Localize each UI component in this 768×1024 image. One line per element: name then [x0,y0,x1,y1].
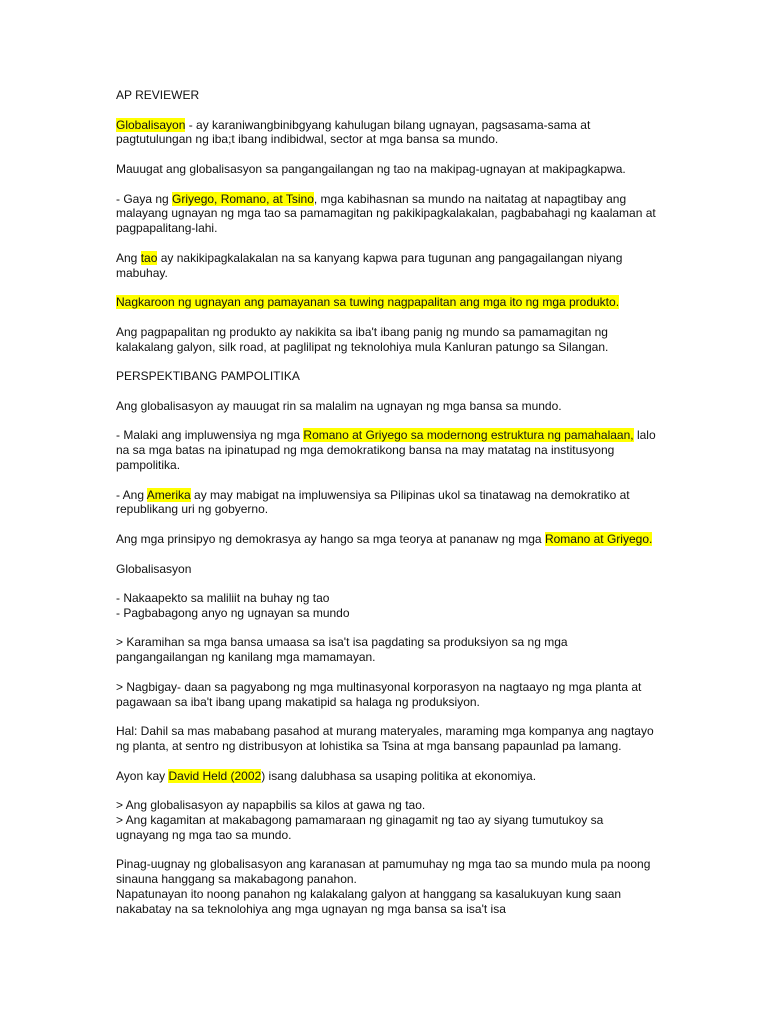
paragraph-text: , mga kabihasnan sa mundo na naitatag at napagtibay ang malayang ugnayan ng mga tao sa pamamagitan ng pakikipagkalakalan, pagbabahagi ng kaalaman at pagpapalitang-lahi. [116,191,656,236]
highlighted-term: Globalisayon [116,117,186,132]
document-title: AP REVIEWER [116,88,200,102]
list-item: - Nakaapekto sa maliliit na buhay ng tao [116,591,330,606]
highlighted-term: David Held (2002 [168,768,262,783]
paragraph-text: Ayon kay [116,768,169,783]
highlighted-term: Romano at Griyego. [544,531,653,546]
highlighted-term: tao [140,250,158,265]
highlighted-term: Amerika [146,487,191,502]
bullet-list-david-held [116,798,656,842]
paragraph-gaya-ng [116,192,656,236]
paragraph-napatunayan: Napatunayan ito noong panahon ng kalakalang galyon at hanggang sa kasalukuyan kung saan nakabatay na sa teknolohiya ang mga ugnayan ng mga bansa sa isa't isa [116,887,622,916]
paragraph-hal: Hal: Dahil sa mas mababang pasahod at murang materyales, maraming mga kompanya ang nagtayo ng planta, at sentro ng distribusyon at lohistika sa Tsina at mga bansang papaunlad pa lamang. [116,724,654,754]
paragraph-globalisasyon-definition [116,118,656,148]
paragraph-prinsipyo-ng-demokrasya [116,532,656,547]
paragraph-text: Ang [116,250,141,265]
paragraph-text: lalo na sa mga batas na ipinatupad ng mga demokratikong bansa na may matatag na institusyong pampolitika. [116,428,656,472]
paragraph-text: ay nakikipagkalakalan na sa kanyang kapwa para tugunan ang pangagailangan niyang mabuhay. [116,250,623,280]
list-item: - Pagbabagong anyo ng ugnayan sa mundo [116,605,350,620]
highlighted-term: Romano at Griyego sa modernong estruktura ng pamahalaan, [303,428,634,443]
paragraph-malaki-ang-impluwensiya [116,428,656,472]
paragraph-text: - Gaya ng [116,191,173,206]
paragraph-mauugat-rin: Ang globalisasyon ay mauugat rin sa malalim na ugnayan ng mga bansa sa mundo. [116,398,562,413]
paragraph-text: - Malaki ang impluwensiya ng mga [116,428,304,443]
paragraph-karamihan: > Karamihan sa mga bansa umaasa sa isa't isa pagdating sa produksiyon sa ng mga pangangailangan ng kanilang mga mamamayan. [116,635,568,665]
paragraph-text: ) isang dalubhasa sa usaping politika at ekonomiya. [261,768,537,783]
list-item: > Ang globalisasyon ay napapbilis sa kilos at gawa ng tao. [116,798,426,813]
paragraph-pinag-uugnay: Pinag-uugnay ng globalisasyon ang karanasan at pamumuhay ng mga tao sa mundo mula pa noong sinauna hanggang sa makabagong panahon. [116,857,651,887]
paragraph-text: Ang mga prinsipyo ng demokrasya ay hango sa mga teorya at pananaw ng mga [116,531,545,546]
highlighted-term: Griyego, Romano, at Tsino [172,191,314,206]
paragraph-david-held [116,769,656,784]
paragraph-mauugat: Mauugat ang globalisasyon sa pangangailangan ng tao na makipag-ugnayan at makipagkapwa. [116,161,626,176]
bullet-list-globalisasyon [116,591,656,621]
section-heading-globalisasyon: Globalisasyon [116,561,192,576]
paragraph-nagbigay-daan: > Nagbigay- daan sa pagyabong ng mga multinasyonal korporasyon na nagtaayo ng mga planta at pagawaan sa iba't ibang upang makatipid sa halaga ng produksiyon. [116,679,642,709]
section-heading-perspektibang-pampolitika: PERSPEKTIBANG PAMPOLITIKA [116,369,300,384]
paragraph-nagkaroon [116,295,656,310]
paragraph-pagpapalitan: Ang pagpapalitan ng produkto ay nakikita sa iba't ibang panig ng mundo sa pamamagitan ng kalakalang galyon, silk road, at paglilipat ng teknolohiya mula Kanluran patungo sa Silangan. [116,324,609,354]
paragraph-amerika [116,488,656,518]
highlighted-sentence: Nagkaroon ng ugnayan ang pamayanan sa tuwing nagpapalitan ang mga ito ng mga produkto. [116,295,620,310]
document-page [116,88,656,917]
paragraph-text: - ay karaniwangbinibgyang kahulugan bilang ugnayan, pagsasama-sama at pagtutulungan ng iba;t ibang indibidwal, sector at mga bansa sa mundo. [116,117,591,147]
list-item: > Ang kagamitan at makabagong pamamaraan ng ginagamit ng tao ay siyang tumutukoy sa ugnayang ng mga tao sa mundo. [116,813,604,842]
paragraph-ang-tao [116,251,656,281]
paragraph-text: - Ang [116,487,147,502]
paragraph-text: ay may mabigat na impluwensiya sa Pilipinas ukol sa tinatawag na demokratiko at republikang uri ng gobyerno. [116,487,630,517]
